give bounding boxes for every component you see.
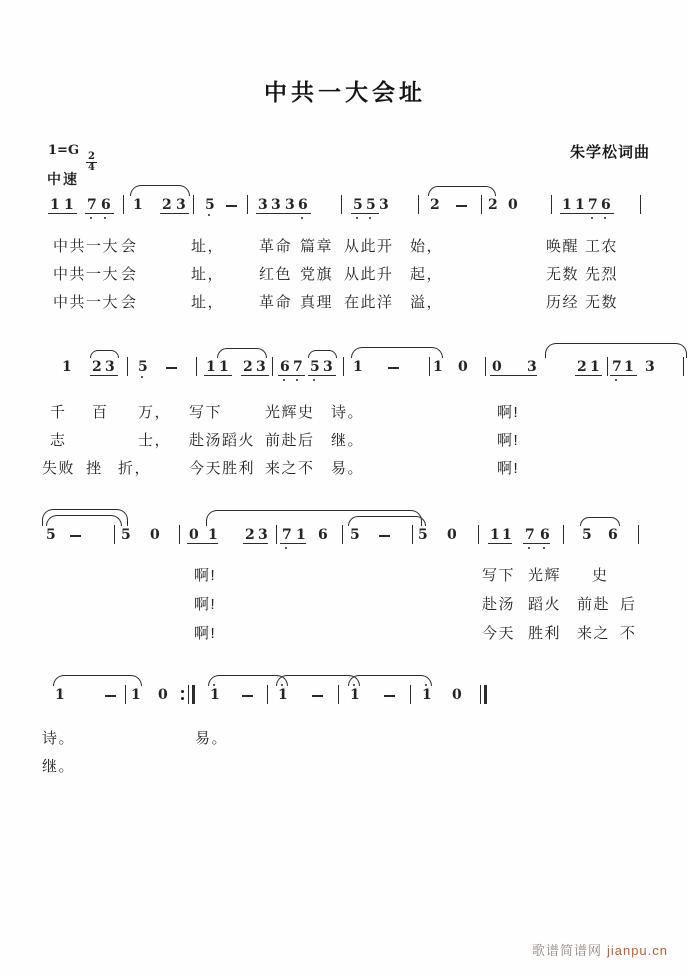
- note-digit: 2: [162, 197, 172, 213]
- repeat-dot: [181, 690, 184, 693]
- note-digit: 1: [131, 687, 141, 703]
- barline-thick: [484, 685, 487, 704]
- note-digit: 1: [490, 527, 500, 543]
- octave-dot-low: [104, 217, 107, 220]
- lyric-syllable: 挫: [86, 460, 103, 477]
- slur-arc: [428, 186, 496, 196]
- lyric-syllable: 中共一大: [53, 266, 120, 283]
- barline: [480, 685, 481, 704]
- note-digit: 1: [62, 359, 72, 375]
- barline: [342, 525, 343, 544]
- beam-underline: [278, 375, 305, 376]
- repeat-dot: [181, 697, 184, 700]
- slur-arc: [351, 347, 443, 358]
- barline: [247, 195, 248, 214]
- note-dash: [379, 535, 390, 537]
- note-digit: 3: [323, 359, 333, 375]
- lyric-syllable: 蹈火: [222, 432, 256, 449]
- note-digit: 0: [508, 197, 518, 213]
- beam-underline: [85, 213, 114, 214]
- lyric-syllable: 无数: [585, 294, 619, 311]
- note-digit: 1: [590, 359, 600, 375]
- note-digit: 1: [50, 197, 60, 213]
- barline: [276, 525, 277, 544]
- note-digit: 3: [527, 359, 537, 375]
- lyric-syllable: 今天: [189, 460, 223, 477]
- note-digit: 1: [278, 687, 288, 703]
- note-digit: 1: [296, 527, 306, 543]
- lyric-syllable: 从此开: [344, 238, 394, 255]
- song-title: 中共一大会址: [264, 79, 426, 105]
- note-digit: 5: [121, 527, 131, 543]
- lyric-syllable: 从此升: [344, 266, 394, 283]
- lyric-syllable: 不: [620, 625, 637, 642]
- note-digit: 6: [540, 527, 550, 543]
- lyric-syllable: 革命: [259, 294, 293, 311]
- octave-dot-low: [301, 217, 304, 220]
- lyric-syllable: 唤醒: [546, 238, 580, 255]
- lyric-syllable: 址，: [191, 266, 225, 283]
- note-digit: 1: [575, 197, 585, 213]
- note-digit: 7: [87, 197, 97, 213]
- note-digit: 6: [298, 197, 308, 213]
- lyric-syllable: 史: [592, 567, 609, 584]
- lyric-syllable: 诗。: [42, 730, 76, 747]
- lyric-syllable: 会: [121, 294, 138, 311]
- note-digit: 5: [310, 359, 320, 375]
- note-digit: 5: [366, 197, 376, 213]
- note-digit: 5: [418, 527, 428, 543]
- note-digit: 7: [588, 197, 598, 213]
- barline: [127, 357, 128, 376]
- octave-dot-low: [296, 379, 299, 382]
- lyric-syllable: 啊!: [497, 460, 520, 477]
- octave-dot-low: [356, 217, 359, 220]
- octave-dot-low: [208, 214, 211, 217]
- barline: [410, 685, 411, 704]
- lyric-syllable: 党旗: [300, 266, 334, 283]
- beam-underline: [241, 375, 269, 376]
- note-digit: 3: [256, 359, 266, 375]
- barline: [563, 525, 564, 544]
- beam-underline: [586, 213, 614, 214]
- lyric-syllable: 来之不: [265, 460, 315, 477]
- lyric-syllable: 后: [620, 596, 637, 613]
- slur-arc: [130, 185, 190, 196]
- beam-underline: [256, 213, 284, 214]
- lyric-syllable: 溢，: [410, 294, 444, 311]
- note-digit: 6: [318, 527, 328, 543]
- beam-underline: [560, 213, 588, 214]
- lyric-syllable: 易。: [195, 730, 229, 747]
- note-digit: 3: [105, 359, 115, 375]
- lyric-syllable: 啊!: [194, 596, 217, 613]
- slur-arc: [545, 343, 687, 358]
- lyric-syllable: 会: [121, 266, 138, 283]
- note-digit: 1: [350, 687, 360, 703]
- note-dash: [312, 695, 323, 697]
- note-digit: 1: [64, 197, 74, 213]
- note-digit: 3: [285, 197, 295, 213]
- note-dash: [226, 205, 237, 207]
- lyric-syllable: 前赴: [577, 596, 611, 613]
- time-signature-numerator: 2: [88, 151, 96, 162]
- note-digit: 5: [582, 527, 592, 543]
- note-digit: 2: [430, 197, 440, 213]
- note-dash: [388, 367, 399, 369]
- barline: [123, 195, 124, 214]
- note-digit: 5: [205, 197, 215, 213]
- note-digit: 0: [158, 687, 168, 703]
- note-digit: 3: [379, 197, 389, 213]
- lyric-syllable: 失败: [42, 460, 76, 477]
- note-digit: 0: [447, 527, 457, 543]
- lyric-syllable: 在此洋: [344, 294, 394, 311]
- beam-underline: [351, 213, 379, 214]
- barline: [481, 195, 482, 214]
- lyric-syllable: 篇章: [300, 238, 334, 255]
- lyric-syllable: 红色: [259, 266, 293, 283]
- lyric-syllable: 啊!: [497, 432, 520, 449]
- beam-underline: [610, 375, 637, 376]
- watermark-site-name: 歌谱简谱网: [531, 943, 602, 958]
- time-signature-denominator: 4: [88, 162, 96, 173]
- note-digit: 1: [210, 687, 220, 703]
- lyric-syllable: 光辉: [528, 567, 562, 584]
- note-digit: 1: [55, 687, 65, 703]
- lyric-syllable: 光辉史: [265, 404, 315, 421]
- slur-arc: [308, 350, 337, 358]
- watermark-site-url: jianpu.cn: [606, 943, 668, 958]
- lyric-syllable: 今天: [482, 625, 516, 642]
- note-dash: [456, 205, 467, 207]
- composer-credit: 朱学松词曲: [569, 144, 650, 161]
- octave-dot-low: [369, 217, 372, 220]
- beam-underline: [523, 543, 550, 544]
- octave-dot-low: [285, 547, 288, 550]
- note-digit: 2: [488, 197, 498, 213]
- slur-arc: [53, 675, 142, 686]
- note-digit: 5: [353, 197, 363, 213]
- barline: [114, 525, 115, 544]
- slur-arc: [46, 515, 122, 526]
- octave-dot-low: [313, 379, 316, 382]
- lyric-syllable: 啊!: [497, 404, 520, 421]
- beam-underline: [90, 375, 118, 376]
- lyric-syllable: 折，: [118, 460, 152, 477]
- octave-dot-low: [141, 376, 144, 379]
- slur-arc: [348, 516, 426, 526]
- lyric-syllable: 赴汤: [189, 432, 223, 449]
- octave-dot-low: [283, 379, 286, 382]
- note-digit: 6: [601, 197, 611, 213]
- lyric-syllable: 胜利: [222, 460, 256, 477]
- lyric-syllable: 来之: [577, 625, 611, 642]
- note-digit: 7: [525, 527, 535, 543]
- note-digit: 1: [353, 359, 363, 375]
- lyric-syllable: 胜利: [528, 625, 562, 642]
- lyric-syllable: 工农: [585, 238, 619, 255]
- barline: [412, 525, 413, 544]
- note-digit: 5: [46, 527, 56, 543]
- barline: [551, 195, 552, 214]
- octave-dot-low: [591, 217, 594, 220]
- note-digit: 2: [245, 527, 255, 543]
- barline-thick: [192, 685, 195, 704]
- note-digit: 0: [458, 359, 468, 375]
- lyric-syllable: 会: [121, 238, 138, 255]
- barline: [188, 685, 189, 704]
- lyric-syllable: 先烈: [585, 266, 619, 283]
- beam-underline: [204, 375, 232, 376]
- lyric-syllable: 千: [50, 404, 67, 421]
- beam-underline: [488, 543, 512, 544]
- note-dash: [105, 695, 116, 697]
- note-digit: 7: [612, 359, 622, 375]
- beam-underline: [308, 375, 336, 376]
- lyric-syllable: 继。: [42, 758, 76, 775]
- note-digit: 5: [138, 359, 148, 375]
- barline: [125, 685, 126, 704]
- note-digit: 0: [452, 687, 462, 703]
- note-digit: 2: [577, 359, 587, 375]
- octave-dot-low: [528, 547, 531, 550]
- note-digit: 0: [150, 527, 160, 543]
- octave-dot-low: [604, 217, 607, 220]
- note-digit: 1: [502, 527, 512, 543]
- octave-dot-low: [615, 379, 618, 382]
- lyric-syllable: 诗。: [331, 404, 365, 421]
- lyric-syllable: 始，: [410, 238, 444, 255]
- slur-arc: [580, 517, 620, 526]
- note-digit: 1: [206, 359, 216, 375]
- barline: [607, 357, 608, 376]
- note-digit: 2: [243, 359, 253, 375]
- barline: [179, 525, 180, 544]
- lyric-syllable: 无数: [546, 266, 580, 283]
- note-dash: [384, 695, 395, 697]
- lyric-syllable: 啊!: [194, 625, 217, 642]
- barline: [638, 525, 639, 544]
- note-digit: 1: [208, 527, 218, 543]
- note-digit: 3: [271, 197, 281, 213]
- beam-underline: [490, 375, 537, 376]
- watermark: [532, 940, 668, 959]
- barline: [683, 357, 684, 376]
- lyric-syllable: 写下: [482, 567, 516, 584]
- note-digit: 1: [133, 197, 143, 213]
- barline: [193, 195, 194, 214]
- lyric-syllable: 起，: [410, 266, 444, 283]
- lyric-syllable: 历经: [546, 294, 580, 311]
- beam-underline: [280, 543, 306, 544]
- barline: [485, 357, 486, 376]
- note-digit: 3: [258, 197, 268, 213]
- note-dash: [70, 535, 81, 537]
- octave-dot-low: [543, 547, 546, 550]
- barline: [272, 357, 273, 376]
- lyric-syllable: 址，: [191, 294, 225, 311]
- note-digit: 3: [645, 359, 655, 375]
- lyric-syllable: 中共一大: [53, 238, 120, 255]
- note-digit: 7: [293, 359, 303, 375]
- beam-underline: [160, 213, 189, 214]
- slur-arc: [90, 350, 119, 358]
- note-digit: 6: [608, 527, 618, 543]
- barline: [429, 357, 430, 376]
- lyric-syllable: 啊!: [194, 567, 217, 584]
- note-digit: 7: [282, 527, 292, 543]
- barline: [338, 685, 339, 704]
- lyric-syllable: 万，: [138, 404, 172, 421]
- lyric-syllable: 继。: [331, 432, 365, 449]
- note-digit: 1: [422, 687, 432, 703]
- lyric-syllable: 志: [50, 432, 67, 449]
- note-digit: 1: [624, 359, 634, 375]
- note-digit: 0: [492, 359, 502, 375]
- beam-underline: [48, 213, 77, 214]
- barline: [418, 195, 419, 214]
- lyric-syllable: 中共一大: [53, 294, 120, 311]
- lyric-syllable: 蹈火: [528, 596, 562, 613]
- octave-dot-low: [90, 217, 93, 220]
- barline: [267, 685, 268, 704]
- note-digit: 1: [219, 359, 229, 375]
- note-digit: 3: [176, 197, 186, 213]
- slur-arc: [217, 348, 267, 358]
- note-dash: [166, 367, 177, 369]
- slur-arc: [348, 675, 432, 686]
- note-digit: 6: [280, 359, 290, 375]
- beam-underline: [575, 375, 602, 376]
- barline: [343, 357, 344, 376]
- lyric-syllable: 前赴后: [265, 432, 315, 449]
- barline: [341, 195, 342, 214]
- note-digit: 1: [433, 359, 443, 375]
- key-label: 1=G: [48, 143, 80, 158]
- lyric-syllable: 赴汤: [482, 596, 516, 613]
- beam-underline: [283, 213, 311, 214]
- note-digit: 6: [101, 197, 111, 213]
- tempo-marking: 中速: [47, 171, 79, 187]
- beam-underline: [187, 543, 218, 544]
- note-dash: [242, 695, 253, 697]
- lyric-syllable: 写下: [189, 404, 223, 421]
- lyric-syllable: 易。: [331, 460, 365, 477]
- lyric-syllable: 革命: [259, 238, 293, 255]
- barline: [196, 357, 197, 376]
- note-digit: 1: [562, 197, 572, 213]
- lyric-syllable: 士，: [138, 432, 172, 449]
- note-digit: 0: [189, 527, 199, 543]
- barline: [640, 195, 641, 214]
- note-digit: 2: [92, 359, 102, 375]
- lyric-syllable: 址，: [191, 238, 225, 255]
- lyric-syllable: 真理: [300, 294, 334, 311]
- lyric-syllable: 百: [92, 404, 109, 421]
- note-digit: 5: [350, 527, 360, 543]
- note-digit: 3: [258, 527, 268, 543]
- beam-underline: [243, 543, 268, 544]
- barline: [478, 525, 479, 544]
